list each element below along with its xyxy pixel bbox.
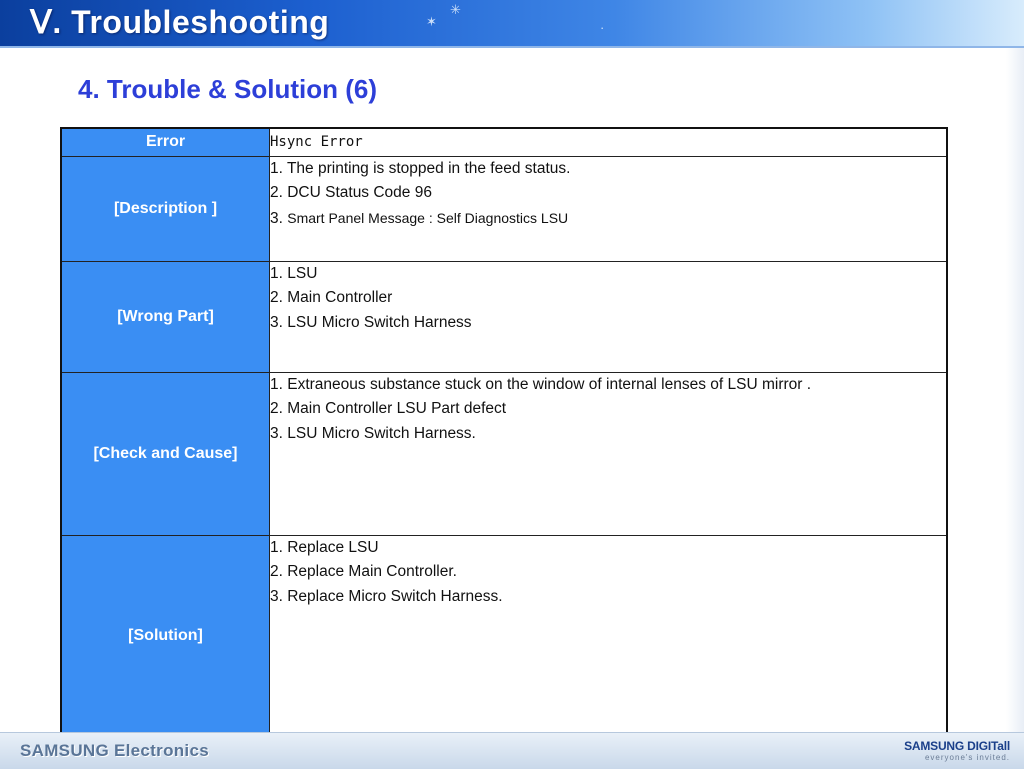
error-value-cell bbox=[270, 128, 948, 156]
error-value: Hsync Error bbox=[270, 134, 363, 150]
sparkle-icon: ✶ bbox=[426, 14, 437, 29]
description-label: [Description ] bbox=[61, 156, 270, 261]
slide-title: Ⅴ. Troubleshooting bbox=[30, 4, 330, 40]
description-line: 1. The printing is stopped in the feed status. bbox=[270, 159, 571, 177]
sparkle-icon: · bbox=[600, 20, 605, 35]
wrong-part-line: 2. Main Controller bbox=[270, 289, 393, 306]
wrong-part-cell bbox=[270, 261, 948, 372]
solution-cell bbox=[270, 535, 948, 738]
error-label: Error bbox=[61, 128, 270, 156]
sparkle-icon: ✳ bbox=[450, 2, 461, 17]
table-row-description bbox=[61, 156, 947, 261]
table-row-check-cause bbox=[61, 372, 947, 535]
footer-bar bbox=[0, 732, 1024, 769]
digitall-brand: SAMSUNG DIGITall bbox=[904, 739, 1010, 753]
solution-line: 3. Replace Micro Switch Harness. bbox=[270, 587, 503, 605]
table-row-wrong-part bbox=[61, 261, 947, 372]
description-cell bbox=[270, 156, 948, 261]
samsung-electronics-logo: SAMSUNG Electronics bbox=[20, 741, 209, 760]
check-cause-cell bbox=[270, 372, 948, 535]
right-edge-shade bbox=[1006, 48, 1024, 732]
solution-line: 2. Replace Main Controller. bbox=[270, 563, 457, 580]
table-row-error bbox=[61, 128, 947, 156]
table-row-solution bbox=[61, 535, 947, 738]
check-cause-label: [Check and Cause] bbox=[61, 372, 270, 535]
wrong-part-label: [Wrong Part] bbox=[61, 261, 270, 372]
check-cause-line: 3. LSU Micro Switch Harness. bbox=[270, 424, 476, 442]
description-line-number: 3. bbox=[270, 209, 288, 227]
samsung-digitall-logo bbox=[904, 739, 1010, 762]
description-line: 2. DCU Status Code 96 bbox=[270, 184, 432, 201]
section-subtitle: 4. Trouble & Solution (6) bbox=[78, 74, 377, 104]
description-line bbox=[270, 206, 946, 232]
solution-line: 1. Replace LSU bbox=[270, 538, 379, 556]
trouble-solution-table bbox=[60, 127, 948, 739]
digitall-tagline: everyone's invited. bbox=[924, 753, 1010, 762]
wrong-part-line: 3. LSU Micro Switch Harness bbox=[270, 313, 472, 331]
header-bar bbox=[0, 0, 1024, 48]
check-cause-line: 1. Extraneous substance stuck on the window of internal lenses of LSU mirror . bbox=[270, 375, 812, 393]
smart-panel-message: Smart Panel Message : Self Diagnostics LSU bbox=[287, 209, 569, 226]
check-cause-line: 2. Main Controller LSU Part defect bbox=[270, 400, 507, 417]
solution-label: [Solution] bbox=[61, 535, 270, 738]
wrong-part-line: 1. LSU bbox=[270, 264, 318, 282]
